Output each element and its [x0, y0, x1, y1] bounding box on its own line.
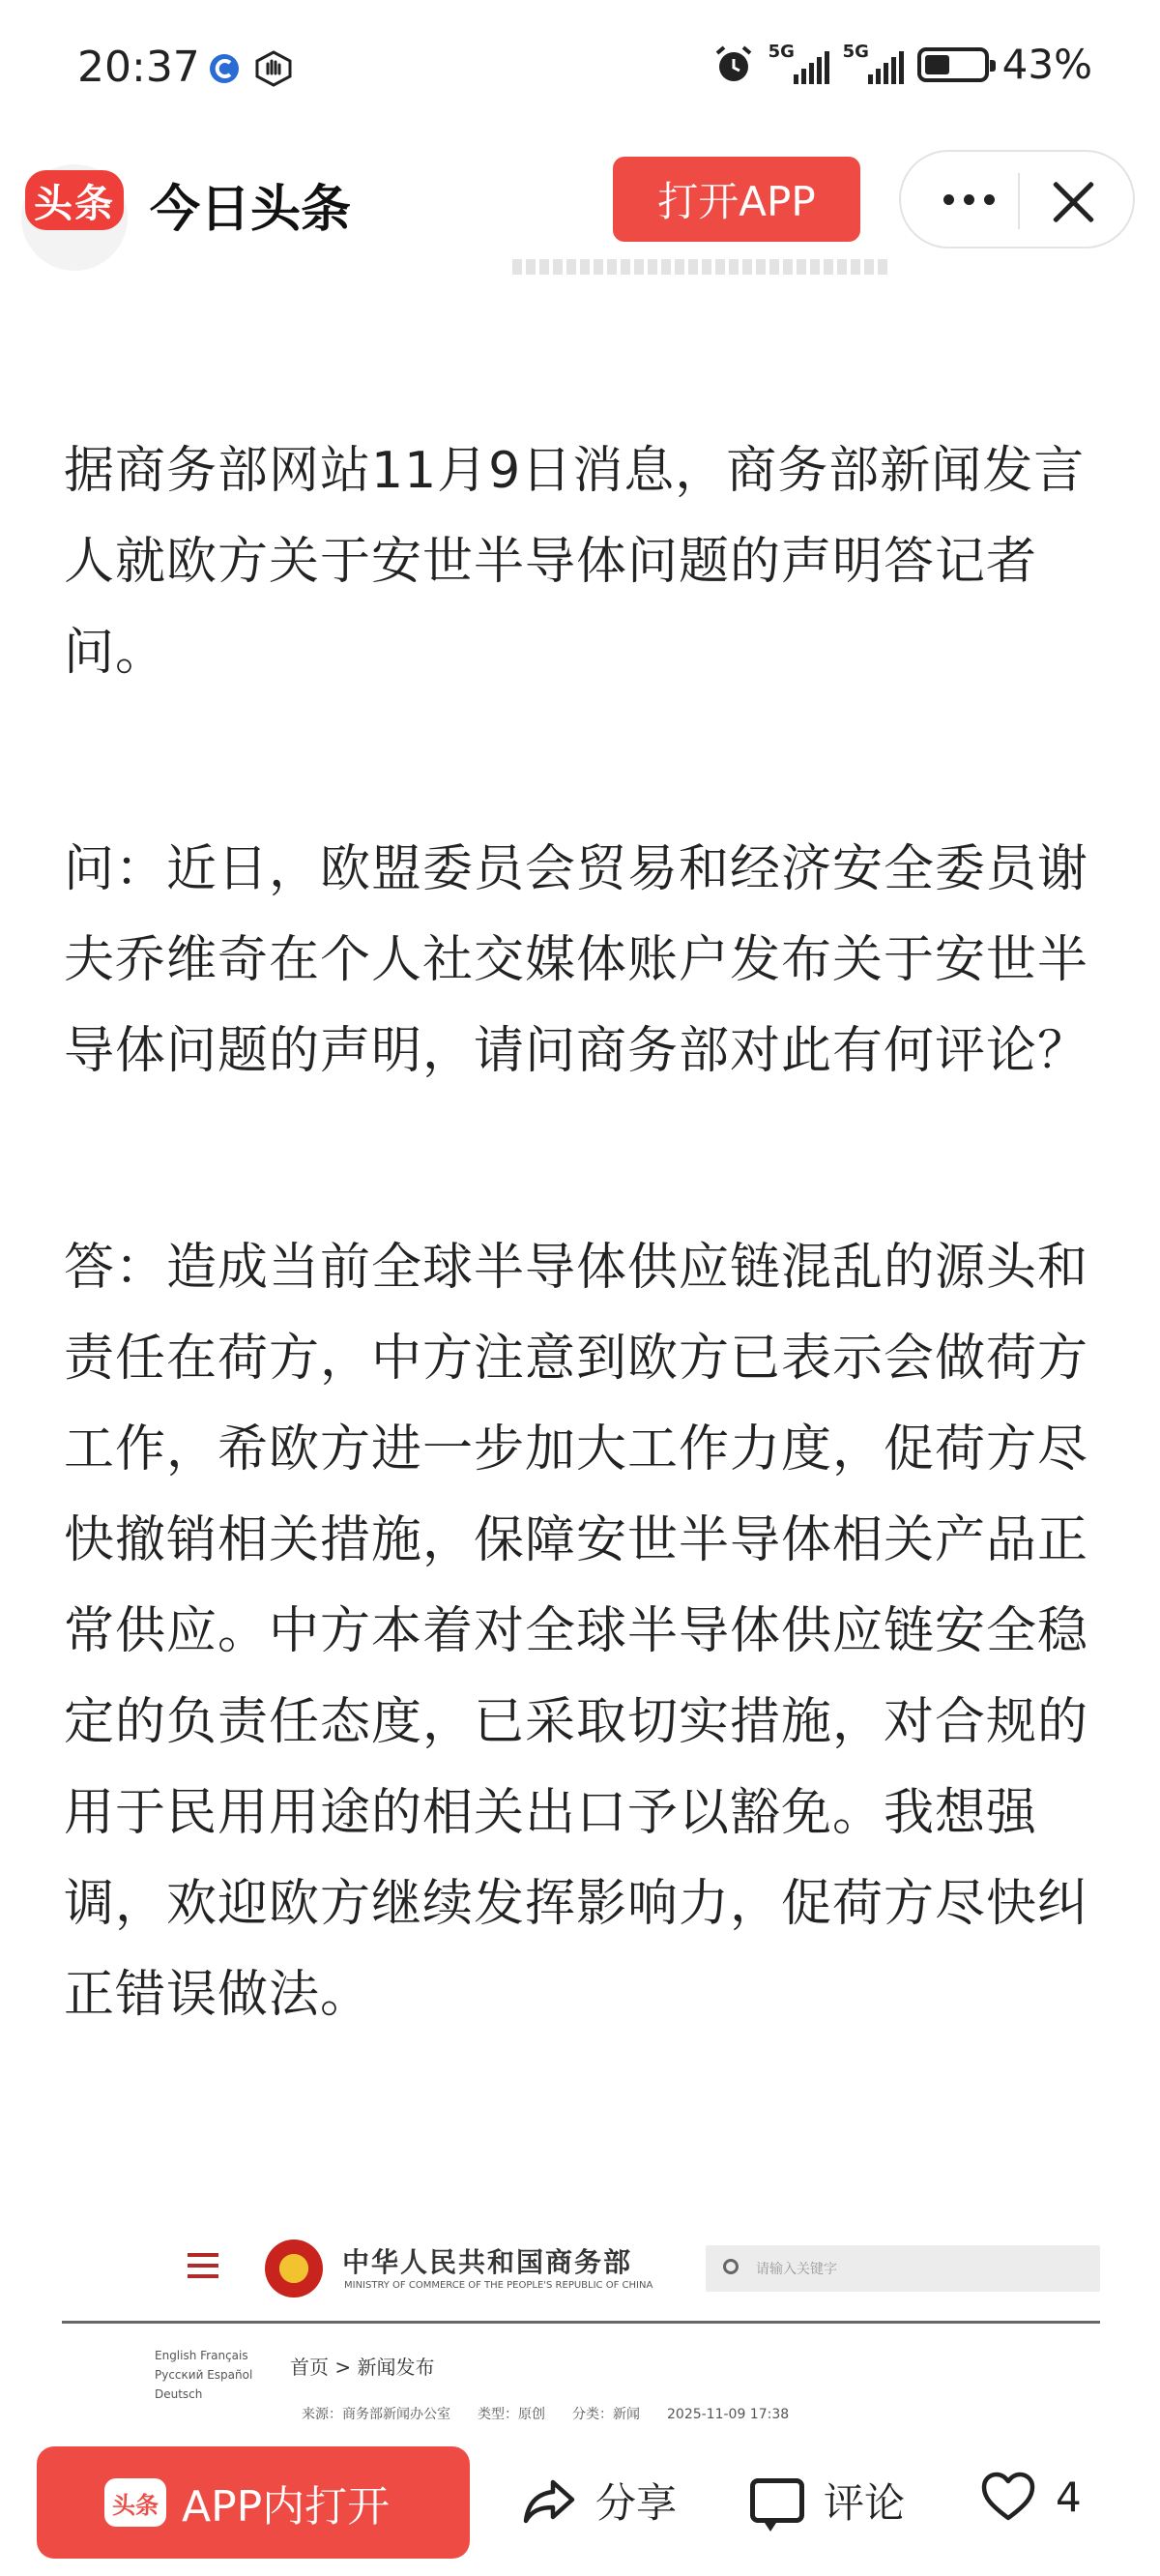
- article-paragraph-question: 问：近日，欧盟委员会贸易和经济安全委员谢夫乔维奇在个人社交媒体账户发布关于安世半导体问题的声明，请问商务部对此有何评论？: [64, 840, 1089, 1080]
- like-count: 4: [1056, 2473, 1082, 2521]
- embedded-screenshot[interactable]: [62, 2224, 1100, 2437]
- article-body: [64, 425, 1108, 2040]
- share-icon: [522, 2476, 576, 2525]
- language-list: [155, 2346, 252, 2404]
- embedded-divider: [62, 2321, 1100, 2324]
- article-paragraph-answer: 答：造成当前全球半导体供应链混乱的源头和责任在荷方，中方注意到欧方已表示会做荷方工作，希欧方进一步加大工作力度，促荷方尽快撤销相关措施，保障安世半导体相关产品正常供应。中方本着对全球半导体供应链安全稳定的负责任态度，已采取切实措施，对合规的用于民用用途的相关出口予以豁免。我想强调，欢迎欧方继续发挥影响力，促荷方尽快纠正错误做法。: [64, 1239, 1089, 2024]
- open-app-button[interactable]: 打开APP: [613, 157, 860, 242]
- search-icon: [723, 2259, 739, 2274]
- status-left-icons: [208, 50, 293, 87]
- status-bar: [0, 0, 1160, 140]
- battery-icon: [917, 47, 989, 82]
- battery-percent: 43%: [1001, 41, 1092, 88]
- mini-program-capsule: [899, 150, 1135, 249]
- share-label: 分享: [595, 2479, 678, 2527]
- toutiao-logo[interactable]: 头条: [25, 170, 124, 230]
- share-button[interactable]: [522, 2472, 677, 2530]
- app-notification-icon: [208, 52, 241, 85]
- close-icon[interactable]: [1046, 175, 1100, 229]
- language-item: Русский Español: [155, 2368, 253, 2382]
- ministry-name-en: MINISTRY OF COMMERCE OF THE PEOPLE'S REPUBLIC OF CHINA: [344, 2280, 653, 2291]
- search-placeholder: 请输入关键字: [756, 2262, 837, 2277]
- comment-label: 评论: [824, 2479, 906, 2527]
- app-header: [0, 145, 1160, 261]
- toutiao-mini-logo-icon: 头条: [104, 2478, 166, 2527]
- comment-button[interactable]: [750, 2472, 905, 2530]
- comment-icon: [750, 2478, 804, 2523]
- network-label-1: 5G: [768, 41, 795, 62]
- language-item: English Français: [155, 2349, 248, 2362]
- network-label-2: 5G: [842, 41, 869, 62]
- open-in-app-label: APP内打开: [182, 2482, 391, 2532]
- national-emblem-icon: [265, 2239, 323, 2298]
- article-paragraph-intro: 据商务部网站11月9日消息，商务部新闻发言人就欧方关于安世半导体问题的声明答记者问。: [64, 442, 1086, 682]
- brand-name: 今日头条: [150, 181, 352, 239]
- status-time: 20:37: [77, 43, 200, 92]
- more-icon[interactable]: [930, 178, 1007, 220]
- language-item: Deutsch: [155, 2387, 203, 2401]
- embedded-search-box: [706, 2245, 1100, 2292]
- open-in-app-button[interactable]: [37, 2446, 470, 2559]
- alarm-icon: [712, 44, 755, 86]
- gesture-hand-icon: [254, 50, 293, 87]
- status-right: [712, 41, 1092, 88]
- breadcrumb: 首页 > 新闻发布: [290, 2356, 435, 2379]
- article-meta: 来源：商务部新闻办公室 类型：原创 分类：新闻 2025-11-09 17:38: [302, 2407, 790, 2422]
- ministry-name-cn: 中华人民共和国商务部: [342, 2246, 633, 2278]
- hamburger-menu-icon: [188, 2253, 218, 2285]
- heart-icon: [980, 2472, 1036, 2522]
- battery-fill: [925, 55, 949, 74]
- signal-5g-2-icon: [842, 41, 904, 84]
- bottom-action-bar: [0, 2433, 1160, 2576]
- partially-hidden-text: [512, 259, 889, 275]
- like-button[interactable]: [980, 2472, 1082, 2522]
- capsule-divider: [1018, 173, 1020, 229]
- signal-5g-1-icon: [768, 41, 829, 84]
